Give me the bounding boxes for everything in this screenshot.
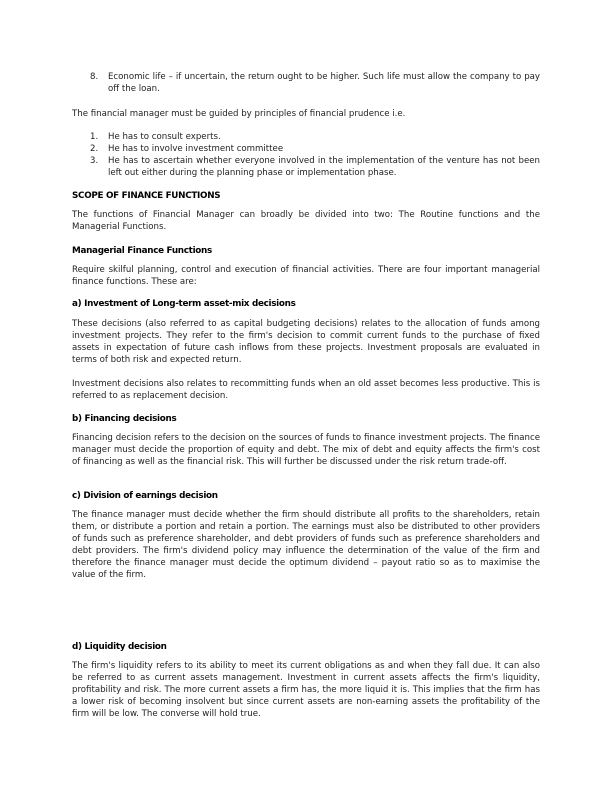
section-heading: Managerial Finance Functions (72, 246, 212, 256)
list-text: He has to involve investment committee (108, 144, 284, 154)
section-heading: c) Division of earnings decision (72, 491, 218, 501)
section-heading: b) Financing decisions (72, 414, 177, 424)
list-text: Economic life – if uncertain, the return ought to be higher. Such life must allow the company to pay off the loan. (108, 72, 540, 94)
paragraph: Require skilful planning, control and execution of financial activities. There are four important managerial finance functions. These are: (72, 265, 540, 287)
section-heading: a) Investment of Long-term asset-mix decisions (72, 299, 296, 309)
list-text: He has to ascertain whether everyone involved in the implementation of the venture has not been left out either during the planning phase or implementation phase. (108, 156, 540, 178)
paragraph: Investment decisions also relates to recommitting funds when an old asset becomes less productive. This is referred to as replacement decision. (72, 379, 540, 401)
paragraph: The finance manager must decide whether the firm should distribute all profits to the shareholders, retain them, or distribute a portion and retain a portion. The earnings must also be distributed to other providers of funds such as preference shareholder, and debt providers of funds such as preference shareholders and debt providers. The firm's dividend policy may influence the determination of the value of the firm and therefore the finance manager must decide the optimum dividend – payout ratio so as to maximise the value of the firm. (72, 510, 540, 580)
list-number: 3. (90, 156, 99, 166)
section-heading: SCOPE OF FINANCE FUNCTIONS (72, 191, 221, 201)
paragraph: Financing decision refers to the decision on the sources of funds to finance investment projects. The finance manager must decide the proportion of equity and debt. The mix of debt and equity affects the firm's cost of financing as well as the financial risk. This will further be discussed under the risk return trade-off. (72, 433, 540, 467)
list-item (90, 155, 540, 179)
list-item (90, 143, 540, 155)
paragraph: The functions of Financial Manager can broadly be divided into two: The Routine functions and the Managerial Functions. (72, 210, 540, 232)
list-item (90, 131, 540, 143)
paragraph: The firm's liquidity refers to its ability to meet its current obligations as and when they fall due. It can also be referred to as current assets management. Investment in current assets affects the firm's liquidity, profitability and risk. The more current assets a firm has, the more liquid it is. This implies that the firm has a lower risk of becoming insolvent but since current assets are non-earning assets the profitability of the firm will be low. The converse will hold true. (72, 661, 540, 719)
prudence-intro: The financial manager must be guided by principles of financial prudence i.e. (72, 109, 406, 119)
list-number: 8. (90, 72, 99, 82)
list-number: 2. (90, 144, 99, 154)
paragraph: These decisions (also referred to as capital budgeting decisions) relates to the allocation of funds among investment projects. They refer to the firm's decision to commit current funds to the purchase of fixed assets in expectation of future cash inflows from these projects. Investment proposals are evaluated in terms of both risk and expected return. (72, 319, 540, 365)
list-text: He has to consult experts. (108, 132, 221, 142)
list-number: 1. (90, 132, 99, 142)
section-heading: d) Liquidity decision (72, 642, 167, 652)
list-item (90, 71, 540, 95)
